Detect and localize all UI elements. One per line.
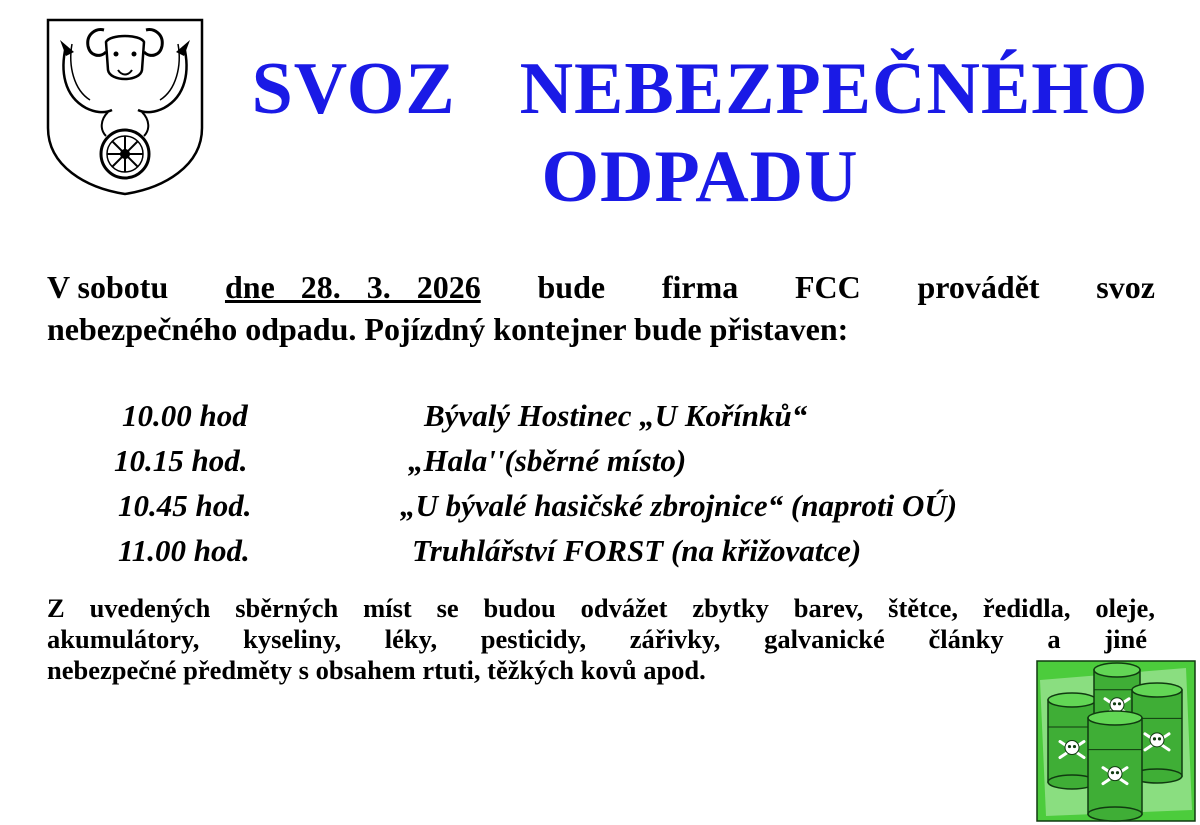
outro-word: akumulátory, — [47, 624, 200, 654]
outro-word: zbytky — [692, 593, 769, 623]
outro-word: štětce, — [888, 593, 958, 623]
outro-word: pesticidy, — [480, 624, 587, 654]
schedule-place: „U bývalé hasičské zbrojnice“ (naproti OÚ) — [400, 488, 958, 523]
outro-line-1 — [47, 593, 1155, 624]
toxic-barrels-icon — [1036, 660, 1196, 822]
title-word-nebezpecneho: NEBEZPEČNÉHO — [519, 48, 1149, 130]
outro-word: jiné — [1104, 624, 1147, 654]
outro-word: odvážet — [580, 593, 668, 623]
schedule-time: 10.45 hod. — [118, 488, 252, 523]
outro-word: a — [1047, 624, 1061, 654]
schedule-row — [0, 398, 1200, 438]
company-name: FCC — [794, 269, 861, 305]
intro-line-2: nebezpečného odpadu. Pojízdný kontejner bude přistaven: — [47, 311, 849, 347]
schedule-row — [0, 533, 1200, 573]
intro-line-1 — [47, 266, 1155, 308]
outro-word: Z — [47, 593, 65, 623]
schedule-time: 10.15 hod. — [114, 443, 248, 478]
outro-word: zářivky, — [629, 624, 721, 654]
outro-word: kyseliny, — [243, 624, 342, 654]
collection-date: dne 28. 3. 2026 — [224, 269, 481, 305]
schedule-place: Truhlářství FORST (na křižovatce) — [412, 533, 862, 568]
intro-word: svoz — [1096, 269, 1155, 305]
title-word-svoz: SVOZ — [251, 48, 456, 130]
title-line-2: ODPADU — [541, 136, 859, 218]
outro-word: barev, — [793, 593, 864, 623]
outro-word: galvanické — [764, 624, 885, 654]
outro-line-3: nebezpečné předměty s obsahem rtuti, těžkých kovů apod. — [47, 655, 706, 685]
outro-word: ředidla, — [982, 593, 1071, 623]
schedule-time: 11.00 hod. — [118, 533, 250, 568]
schedule-row — [0, 488, 1200, 528]
outro-word: uvedených — [89, 593, 211, 623]
intro-paragraph — [47, 266, 1155, 350]
outro-word: články — [928, 624, 1004, 654]
outro-word: oleje, — [1095, 593, 1155, 623]
intro-word: V sobotu — [47, 269, 169, 305]
schedule-row — [0, 443, 1200, 483]
title-line-1 — [210, 48, 1190, 130]
schedule-place: Bývalý Hostinec „U Kořínků“ — [424, 398, 808, 433]
intro-word: firma — [661, 269, 739, 305]
outro-word: léky, — [384, 624, 438, 654]
intro-word: bude — [537, 269, 606, 305]
outro-line-2 — [47, 624, 1147, 655]
outro-word: budou — [483, 593, 556, 623]
intro-word: provádět — [917, 269, 1040, 305]
waste-types-paragraph — [47, 593, 1155, 686]
barrel-icon — [1088, 711, 1142, 821]
municipal-coat-of-arms-icon — [44, 16, 206, 198]
schedule-place: „Hala''(sběrné místo) — [408, 443, 687, 478]
schedule-time: 10.00 hod — [122, 398, 248, 433]
outro-word: míst — [363, 593, 412, 623]
outro-word: se — [436, 593, 459, 623]
outro-word: sběrných — [235, 593, 339, 623]
